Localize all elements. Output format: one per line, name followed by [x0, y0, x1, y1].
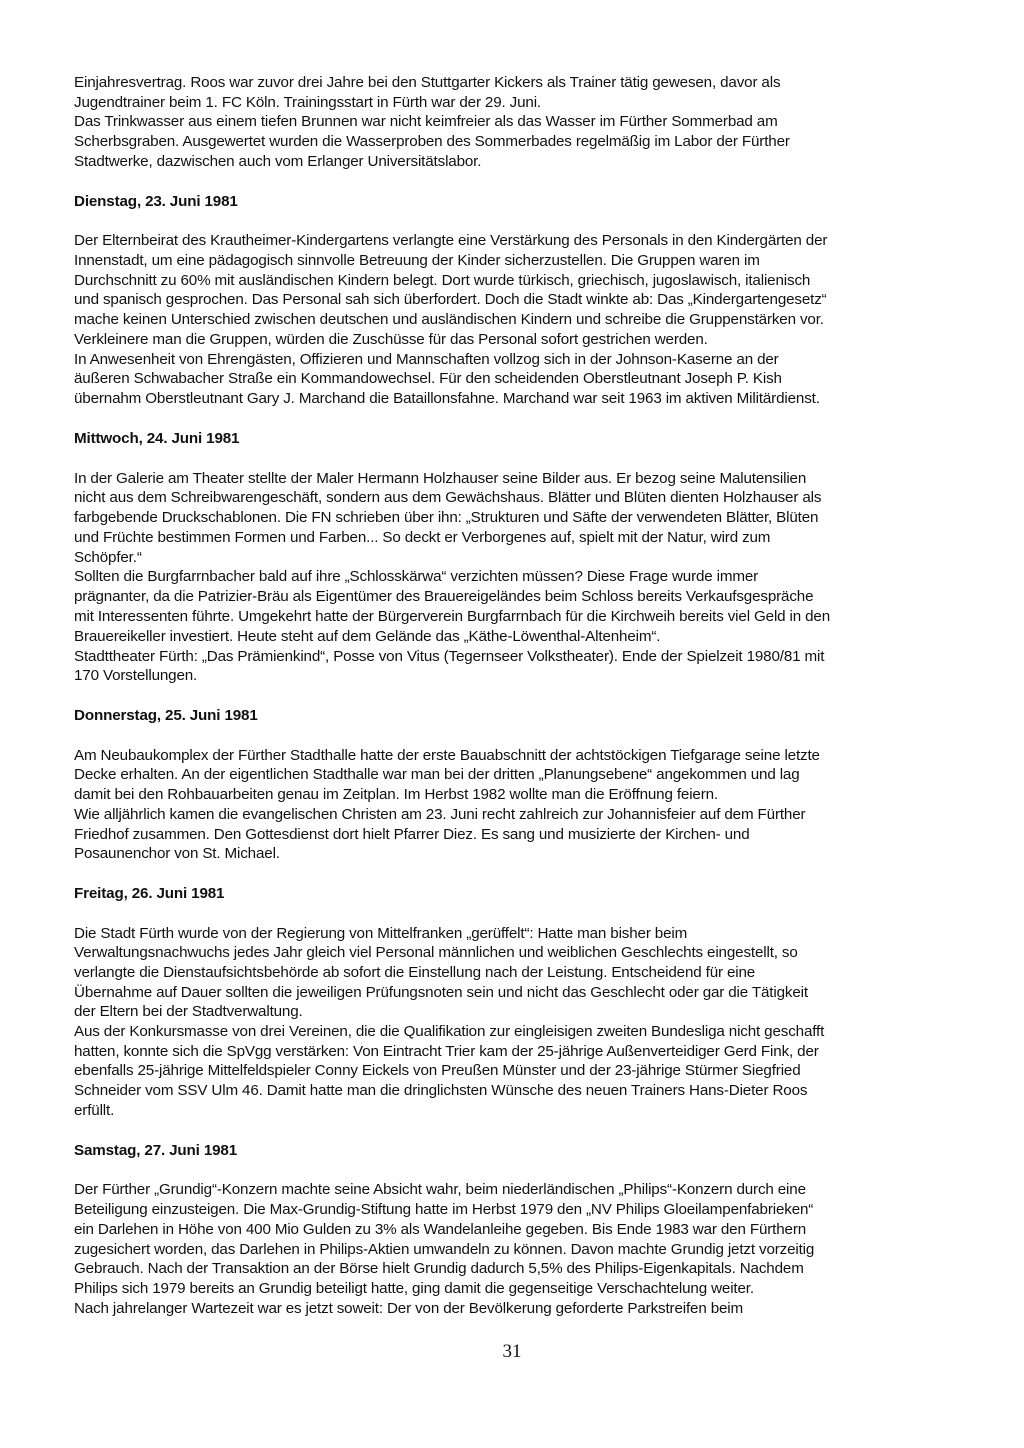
text-line: Nach jahrelanger Wartezeit war es jetzt soweit: Der von der Bevölkerung geforderte Parkstreifen beim: [74, 1300, 744, 1317]
text-line: verlangte die Dienstaufsichtsbehörde ab sofort die Einstellung nach der Leistung. Entscheidend für eine: [74, 964, 756, 981]
text-line: Durchschnitt zu 60% mit ausländischen Kindern belegt. Dort wurde türkisch, griechisch, jugoslawisch, italienisch: [74, 272, 811, 289]
text-line: Das Trinkwasser aus einem tiefen Brunnen war nicht keimfreier als das Wasser im Fürther Sommerbad am: [74, 113, 778, 130]
date-heading: Donnerstag, 25. Juni 1981: [74, 707, 258, 724]
text-line: damit bei den Rohbauarbeiten genau im Zeitplan. Im Herbst 1982 wollte man die Eröffnung feiern.: [74, 786, 718, 803]
date-heading: Freitag, 26. Juni 1981: [74, 885, 225, 902]
text-line: Übernahme auf Dauer sollten die jeweiligen Prüfungsnoten sein und nicht das Geschlecht oder gar die Tätigkeit: [74, 984, 808, 1001]
text-line: prägnanter, da die Patrizier-Bräu als Eigentümer des Brauereigeländes beim Schloss bereits Verkaufsgespräche: [74, 588, 814, 605]
text-line: Gebrauch. Nach der Transaktion an der Börse hielt Grundig dadurch 5,5% des Philips-Eigenkapitals. Nachdem: [74, 1260, 804, 1277]
text-line: Einjahresvertrag. Roos war zuvor drei Jahre bei den Stuttgarter Kickers als Trainer tätig gewesen, davor als: [74, 74, 781, 91]
text-line: Posaunenchor von St. Michael.: [74, 845, 280, 862]
text-line: Stadtwerke, dazwischen auch vom Erlanger Universitätslabor.: [74, 153, 482, 170]
text-line: farbgebende Druckschablonen. Die FN schrieben über ihn: „Strukturen und Säfte der verwendeten Blätter, Blüten: [74, 509, 819, 526]
text-line: Innenstadt, um eine pädagogisch sinnvolle Betreuung der Kinder sicherzustellen. Die Gruppen waren im: [74, 252, 760, 269]
text-line: der Eltern bei der Stadtverwaltung.: [74, 1003, 303, 1020]
text-line: nicht aus dem Schreibwarengeschäft, sondern aus dem Gewächshaus. Blätter und Blüten dienten Holzhauser als: [74, 489, 822, 506]
text-line: Schöpfer.“: [74, 549, 142, 566]
text-line: Decke erhalten. An der eigentlichen Stadthalle war man bei der dritten „Planungsebene“ angekommen und lag: [74, 766, 800, 783]
date-heading: Samstag, 27. Juni 1981: [74, 1142, 238, 1159]
date-heading: Dienstag, 23. Juni 1981: [74, 193, 238, 210]
text-line: zugesichert worden, das Darlehen in Philips-Aktien umwandeln zu können. Davon machte Grundig jetzt vorzeitig: [74, 1241, 815, 1258]
text-line: Der Elternbeirat des Krautheimer-Kindergartens verlangte eine Verstärkung des Personals in den Kindergärten der: [74, 232, 828, 249]
text-line: Friedhof zusammen. Den Gottesdienst dort hielt Pfarrer Diez. Es sang und musizierte der Kirchen- und: [74, 826, 750, 843]
text-line: Schneider vom SSV Ulm 46. Damit hatte man die dringlichsten Wünsche des neuen Trainers Hans-Dieter Roos: [74, 1082, 808, 1099]
text-line: 170 Vorstellungen.: [74, 667, 198, 684]
text-line: Scherbsgraben. Ausgewertet wurden die Wasserproben des Sommerbades regelmäßig im Labor der Fürther: [74, 133, 790, 150]
text-line: Am Neubaukomplex der Fürther Stadthalle hatte der erste Bauabschnitt der achtstöckigen Tiefgarage seine letzte: [74, 747, 820, 764]
text-line: Sollten die Burgfarrnbacher bald auf ihre „Schlosskärwa“ verzichten müssen? Diese Frage wurde immer: [74, 568, 759, 585]
text-line: erfüllt.: [74, 1102, 115, 1119]
text-line: übernahm Oberstleutnant Gary J. Marchand die Bataillonsfahne. Marchand war seit 1963 im aktiven Militärdienst.: [74, 390, 820, 407]
text-line: Verwaltungsnachwuchs jedes Jahr gleich viel Personal männlichen und weiblichen Geschlechts eingestellt, so: [74, 944, 798, 961]
text-line: Wie alljährlich kamen die evangelischen Christen am 23. Juni recht zahlreich zur Johannisfeier auf dem Fürther: [74, 806, 806, 823]
text-line: Verkleinere man die Gruppen, würden die Zuschüsse für das Personal sofort gestrichen werden.: [74, 331, 708, 348]
page-number: 31: [502, 1341, 522, 1362]
text-line: mit Interessenten führte. Umgekehrt hatte der Bürgerverein Burgfarrnbach für die Kirchweih bereits viel Geld in den: [74, 608, 831, 625]
text-line: Beteiligung einzusteigen. Die Max-Grundig-Stiftung hatte im Herbst 1979 den „NV Philips Gloeilampenfabrieken“: [74, 1201, 814, 1218]
text-line: Aus der Konkursmasse von drei Vereinen, die die Qualifikation zur eingleisigen zweiten Bundesliga nicht geschafft: [74, 1023, 825, 1040]
text-line: Brauereikeller investiert. Heute steht auf dem Gelände das „Käthe-Löwenthal-Altenheim“.: [74, 628, 661, 645]
text-line: Die Stadt Fürth wurde von der Regierung von Mittelfranken „gerüffelt“: Hatte man bisher beim: [74, 925, 688, 942]
text-line: Jugendtrainer beim 1. FC Köln. Trainingsstart in Fürth war der 29. Juni.: [74, 94, 541, 111]
text-line: Philips sich 1979 bereits an Grundig beteiligt hatte, ging damit die gegenseitige Verschachtelung weiter.: [74, 1280, 754, 1297]
text-line: Stadttheater Fürth: „Das Prämienkind“, Posse von Vitus (Tegernseer Volkstheater). Ende der Spielzeit 1980/81 mit: [74, 648, 825, 665]
text-line: ein Darlehen in Höhe von 400 Mio Gulden zu 3% als Wandelanleihe gegeben. Bis Ende 1983 war den Fürthern: [74, 1221, 807, 1238]
date-heading: Mittwoch, 24. Juni 1981: [74, 430, 240, 447]
text-line: In Anwesenheit von Ehrengästen, Offizieren und Mannschaften vollzog sich in der Johnson-Kaserne an der: [74, 351, 779, 368]
text-line: und spanisch gesprochen. Das Personal sah sich überfordert. Doch die Stadt winkte ab: Das „Kindergartengesetz“: [74, 291, 827, 308]
text-line: In der Galerie am Theater stellte der Maler Hermann Holzhauser seine Bilder aus. Er bezog seine Malutensilien: [74, 470, 807, 487]
text-line: äußeren Schwabacher Straße ein Kommandowechsel. Für den scheidenden Oberstleutnant Joseph P. Kish: [74, 370, 782, 387]
text-line: Der Fürther „Grundig“-Konzern machte seine Absicht wahr, beim niederländischen „Philips“-Konzern durch eine: [74, 1181, 806, 1198]
text-line: und Früchte bestimmen Formen und Farben... So deckt er Verborgenes auf, spielt mit der Natur, wird zum: [74, 529, 771, 546]
text-line: ebenfalls 25-jährige Mittelfeldspieler Conny Eickels von Preußen Münster und der 23-jährige Stürmer Siegfried: [74, 1062, 801, 1079]
text-line: hatten, konnte sich die SpVgg verstärken: Von Eintracht Trier kam der 25-jährige Außenverteidiger Gerd Fink, der: [74, 1043, 819, 1060]
text-line: mache keinen Unterschied zwischen deutschen und ausländischen Kindern und schreibe die Gruppenstärken vor.: [74, 311, 824, 328]
